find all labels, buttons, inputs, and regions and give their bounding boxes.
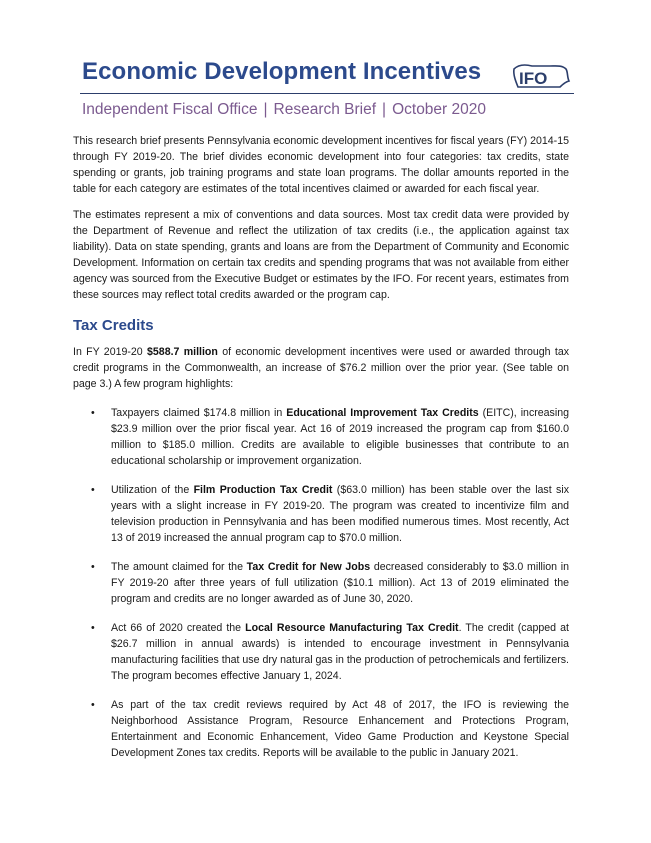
item-text: . The credit (capped at $26.7 million in annual awards) is intended to encourage investment in Pennsylvania manufacturing facilities that use dry natural gas in the production of petrochemicals and fertilizers. The program becomes effective January 1, 2024. <box>111 622 569 682</box>
bullet-icon: • <box>91 699 95 711</box>
bullet-icon: • <box>91 622 95 634</box>
section-heading-tax-credits: Tax Credits <box>73 317 154 334</box>
item-text: The amount claimed for the <box>111 561 247 573</box>
highlights-list <box>73 405 569 761</box>
ifo-logo <box>510 60 572 90</box>
subtitle <box>82 101 486 119</box>
item-program: Local Resource Manufacturing Tax Credit <box>245 622 459 634</box>
item-text: decreased considerably to $3.0 million in FY 2019-20 after three years of full utilization ($10.1 million). Act 13 of 2019 eliminated the program and credits are no longer awarded as of June 30, 2020. <box>111 561 569 605</box>
header-rule <box>80 93 574 94</box>
list-item <box>73 482 569 546</box>
intro-paragraph-1: This research brief presents Pennsylvania economic development incentives for fiscal years (FY) 2014-15 through FY 2019-20. The brief divides economic development into four categories: tax credits, state spending or grants, job training programs and state loan programs. The dollar amounts reported in the table for each category are estimates of the total incentives claimed or awarded for each fiscal year. <box>73 135 569 195</box>
list-item <box>73 620 569 684</box>
logo-text: IFO <box>519 69 548 88</box>
list-item <box>73 405 569 469</box>
list-item <box>73 697 569 761</box>
intro-amount: $588.7 million <box>147 346 218 358</box>
document-body <box>73 133 569 774</box>
list-item <box>73 559 569 607</box>
item-text: (EITC), increasing $23.9 million over the prior fiscal year. Act 16 of 2019 increased the program cap from $160.0 million to $185.0 million. Credits are available to eligible businesses that contribute to an educational scholarship or improvement organization. <box>111 407 569 467</box>
item-text: Utilization of the <box>111 484 194 496</box>
bullet-icon: • <box>91 561 95 573</box>
subtitle-separator: | <box>263 101 268 118</box>
subtitle-type: Research Brief <box>273 101 377 118</box>
subtitle-separator: | <box>382 101 387 118</box>
item-program: Tax Credit for New Jobs <box>246 561 371 573</box>
bullet-icon: • <box>91 484 95 496</box>
subtitle-date: October 2020 <box>392 101 487 118</box>
tax-credits-intro <box>73 344 569 392</box>
item-text: ($63.0 million) has been stable over the last six years with a slight increase in FY 2019-20. The program was created to incentivize film and television production in Pennsylvania and has been modified numerous times. Most recently, Act 13 of 2019 increased the annual program cap to $70.0 million. <box>111 484 569 544</box>
header <box>82 54 574 96</box>
intro-text: of economic development incentives were used or awarded through tax credit programs in the Commonwealth, an increase of $76.2 million over the prior year. (See table on page 3.) A few program highlights: <box>73 346 570 390</box>
page-title: Economic Development Incentives <box>82 58 482 85</box>
subtitle-org: Independent Fiscal Office <box>82 101 258 118</box>
intro-paragraph-2: The estimates represent a mix of conventions and data sources. Most tax credit data were provided by the Department of Revenue and reflect the utilization of tax credits (i.e., the application against tax liability). Data on state spending, grants and loans are from the Department of Community and Economic Development. Information on certain tax credits and spending programs that was not available from either agency was sourced from the Executive Budget or estimates by the IFO. For recent years, estimates from these sources may reflect total credits awarded or the program cap. <box>73 209 569 301</box>
intro-text: In FY 2019-20 <box>73 346 148 358</box>
item-text: Taxpayers claimed $174.8 million in <box>111 407 287 419</box>
item-program: Educational Improvement Tax Credits <box>286 407 479 419</box>
item-text: Act 66 of 2020 created the <box>111 622 246 634</box>
bullet-icon: • <box>91 407 95 419</box>
item-program: Film Production Tax Credit <box>193 484 333 496</box>
item-text: As part of the tax credit reviews required by Act 48 of 2017, the IFO is reviewing the Neighborhood Assistance Program, Resource Enhancement and Protections Program, Entertainment and Economic Enhancement, Video Game Production and Keystone Special Development Zones tax credits. Reports will be available to the public in January 2021. <box>111 699 569 759</box>
